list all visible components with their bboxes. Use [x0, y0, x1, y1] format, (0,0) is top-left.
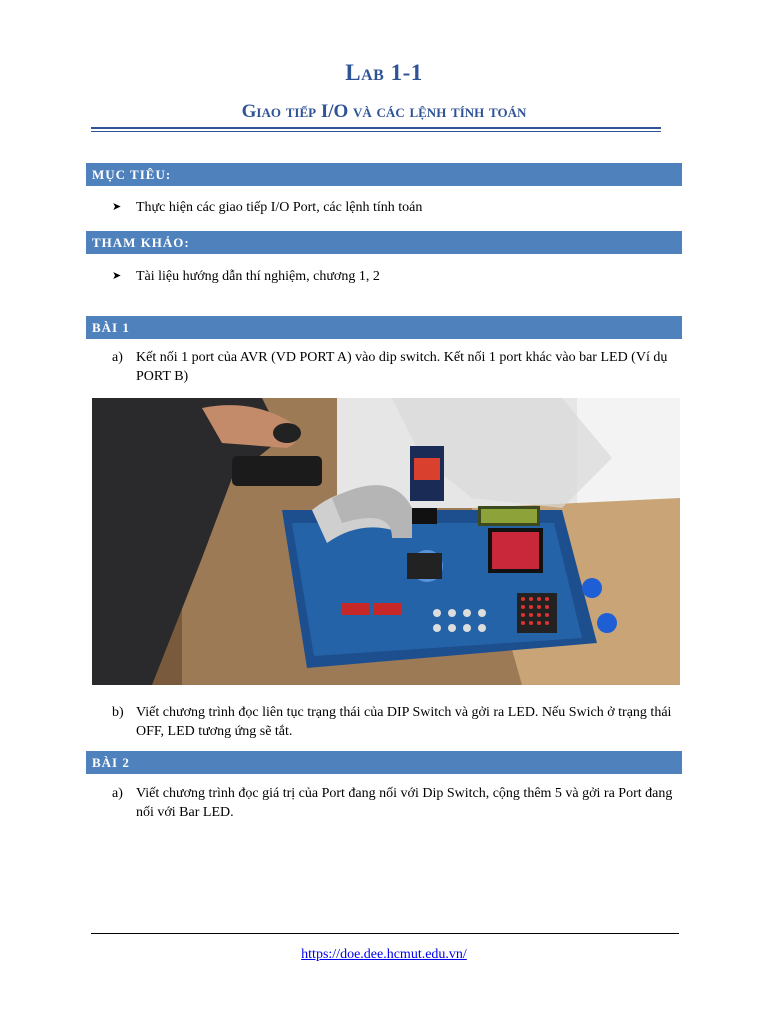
- reference-heading: THAM KHẢO:: [86, 231, 682, 254]
- objective-heading: MỤC TIÊU:: [86, 163, 682, 186]
- arrow-bullet-icon: ➤: [112, 201, 122, 213]
- title-divider-thin: [91, 131, 661, 132]
- exercise1-heading: BÀI 1: [86, 316, 682, 339]
- lab-subtitle: Giao tiếp I/O và các lệnh tính toán: [241, 101, 527, 122]
- footer-divider: [91, 933, 679, 934]
- exercise1-item-b: [112, 703, 687, 741]
- item-text: Viết chương trình đọc liên tục trạng thái của DIP Switch và gởi ra LED. Nếu Swich ở trạng thái OFF, LED tương ứng sẽ tắt.: [136, 705, 672, 739]
- exercise1-item-a: [112, 348, 687, 386]
- item-marker: b): [112, 705, 124, 720]
- reference-bullet: [112, 269, 380, 285]
- item-marker: a): [112, 350, 123, 365]
- exercise2-heading: BÀI 2: [86, 751, 682, 774]
- board-photo-illustration: [92, 398, 680, 685]
- objective-text: Thực hiện các giao tiếp I/O Port, các lệnh tính toán: [136, 200, 423, 215]
- lab-title: Lab 1-1: [345, 60, 423, 85]
- lab-board-photo: [92, 398, 680, 685]
- item-marker: a): [112, 786, 123, 801]
- item-text: Kết nối 1 port của AVR (VD PORT A) vào dip switch. Kết nối 1 port khác vào bar LED (Ví dụ PORT B): [136, 350, 668, 384]
- footer-link[interactable]: https://doe.dee.hcmut.edu.vn/: [301, 947, 467, 962]
- item-text: Viết chương trình đọc giá trị của Port đang nối với Dip Switch, cộng thêm 5 và gởi ra Port đang nối với Bar LED.: [136, 786, 673, 820]
- title-divider: [91, 127, 661, 129]
- exercise2-item-a: [112, 784, 687, 822]
- reference-text: Tài liệu hướng dẫn thí nghiệm, chương 1, 2: [136, 269, 380, 284]
- objective-bullet: [112, 200, 422, 216]
- arrow-bullet-icon: ➤: [112, 270, 122, 282]
